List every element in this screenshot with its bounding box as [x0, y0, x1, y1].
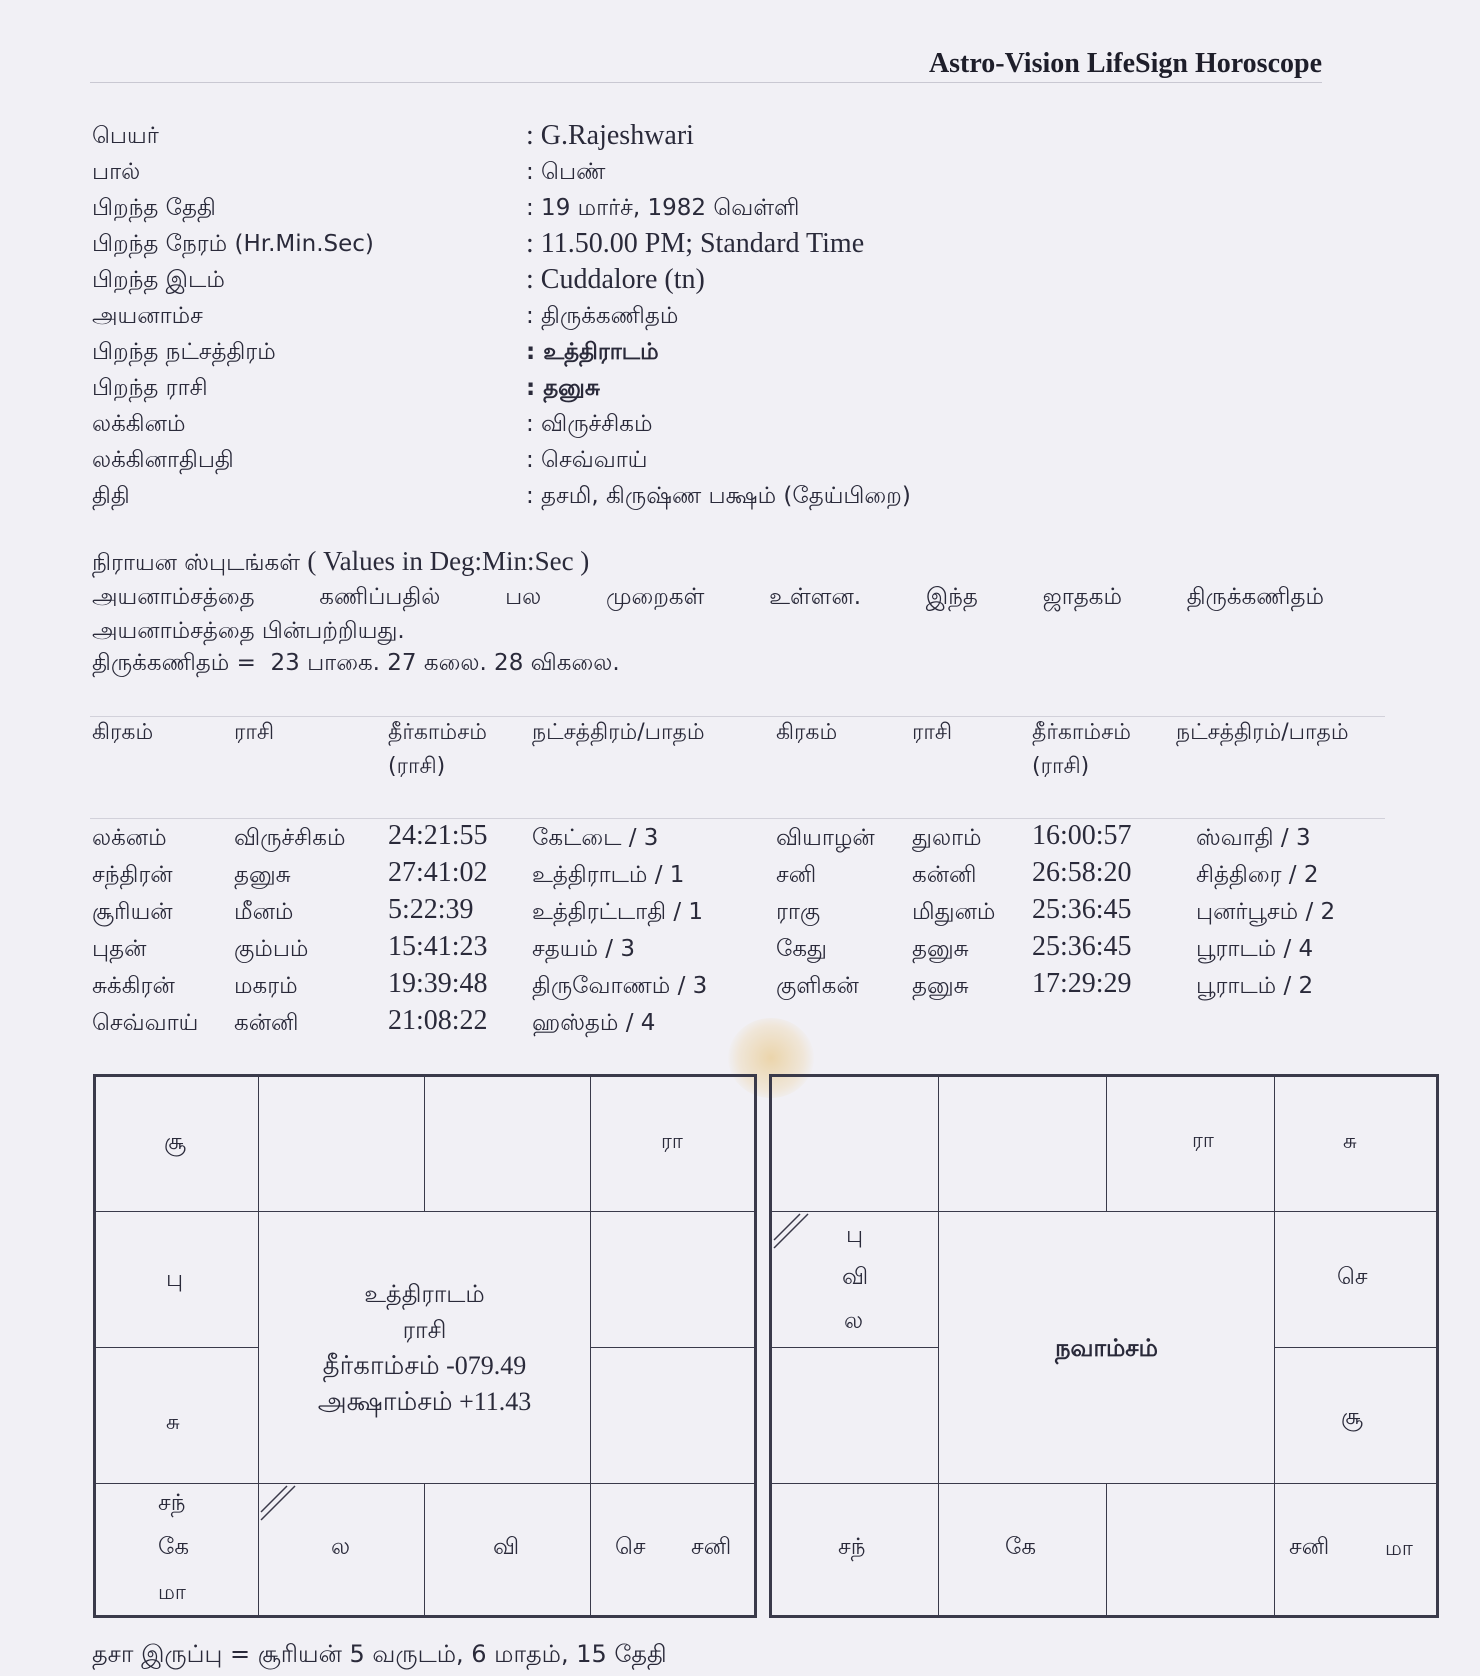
rasi-cell-mesham: [258, 1076, 425, 1212]
nirayana-heading-units: ( Values in Deg:Min:Sec ): [307, 546, 590, 576]
rasi-center-title: ராசி: [402, 1315, 447, 1344]
detail-value: : உத்திராடம்: [526, 339, 659, 365]
planet-name: புதன்: [92, 936, 147, 962]
planet-star: சித்திரை / 2: [1196, 862, 1319, 888]
planet-abbr: செ: [615, 1534, 646, 1560]
navamsa-cell-meenam: [771, 1076, 939, 1212]
planet-abbr: மா: [158, 1580, 186, 1604]
planet-name: ராகு: [776, 899, 821, 925]
table-header-rule: [90, 818, 1385, 819]
planet-name: கேது: [776, 936, 827, 962]
header-divider: [90, 82, 1322, 83]
planet-star: சதயம் / 3: [532, 936, 635, 962]
navamsa-cell-thulam-empty: [1106, 1483, 1275, 1616]
planet-degree: 21:08:22: [388, 1005, 488, 1036]
col-degree-sub-right: (ராசி): [1032, 754, 1090, 779]
detail-label: லக்கினம்: [92, 411, 186, 437]
planet-degree: 26:58:20: [1032, 857, 1132, 888]
planet-abbr: பு: [846, 1222, 864, 1248]
planet-star: கேட்டை / 3: [532, 825, 659, 851]
planet-name: சந்திரன்: [92, 862, 173, 888]
col-rasi-left: ராசி: [234, 720, 275, 745]
planet-rasi: தனுசு: [234, 862, 291, 888]
planet-abbr: கே: [158, 1534, 190, 1560]
planet-abbr: மா: [1385, 1536, 1413, 1560]
detail-value: : விருச்சிகம்: [526, 411, 653, 437]
navamsa-cell-dhanus: [771, 1483, 939, 1616]
detail-label: பிறந்த இடம்: [92, 267, 225, 293]
planet-rasi: தனுசு: [912, 936, 969, 962]
rasi-cell-makaram: [95, 1347, 259, 1484]
detail-label: பால்: [92, 159, 141, 185]
planet-star: உத்திரட்டாதி / 1: [532, 899, 704, 925]
planet-abbr: சந்: [838, 1534, 866, 1560]
rasi-cell-meenam: [95, 1076, 259, 1212]
planet-abbr: ல: [844, 1308, 864, 1334]
planet-rasi: மகரம்: [234, 973, 298, 999]
planet-abbr: பு: [166, 1266, 184, 1292]
detail-value: : 11.50.00 PM; Standard Time: [526, 228, 865, 259]
planet-abbr: சு: [166, 1410, 180, 1434]
navamsa-cell-kumbam: [771, 1211, 939, 1348]
planet-abbr: வி: [493, 1534, 520, 1560]
planet-name: சுக்கிரன்: [92, 973, 175, 999]
planet-rasi: தனுசு: [912, 973, 969, 999]
planet-degree: 19:39:48: [388, 968, 488, 999]
detail-value: : 19 மார்ச், 1982 வெள்ளி: [526, 195, 800, 221]
planet-degree: 25:36:45: [1032, 931, 1132, 962]
detail-label: பிறந்த நட்சத்திரம்: [92, 339, 276, 365]
rasi-cell-dhanus: [95, 1483, 259, 1616]
rasi-cell-vrischikam: [258, 1483, 425, 1616]
planet-abbr: சனி: [1289, 1534, 1330, 1560]
ayanamsa-note-line1: அயனாம்சத்தை கணிப்பதில் பல முறைகள் உள்ளன. இந்த ஜாதகம் திருக்கணிதம்: [92, 584, 1324, 610]
col-rasi-right: ராசி: [912, 720, 953, 745]
navamsa-cell-makaram: [771, 1347, 939, 1484]
col-graham-left: கிரகம்: [92, 720, 154, 745]
rasi-cell-kadagam: [590, 1211, 755, 1348]
lagna-marker-icon: [772, 1212, 812, 1252]
navamsa-cell-kadagam: [1274, 1211, 1437, 1348]
detail-label: பிறந்த தேதி: [92, 195, 216, 221]
detail-value: : G.Rajeshwari: [526, 120, 694, 151]
planet-abbr: வி: [842, 1264, 869, 1290]
navamsa-cell-thulam: [1274, 1483, 1437, 1616]
col-star-right: நட்சத்திரம்/பாதம்: [1176, 720, 1349, 745]
ayanamsa-value: திருக்கணிதம் = 23 பாகை. 27 கலை. 28 விகலை.: [92, 650, 620, 676]
planet-abbr: சந்: [158, 1490, 186, 1516]
planet-degree: 17:29:29: [1032, 968, 1132, 999]
col-degree-right: தீர்காம்சம்: [1032, 720, 1131, 745]
detail-label: திதி: [92, 483, 130, 509]
detail-value: : திருக்கணிதம்: [526, 303, 679, 329]
col-degree-left: தீர்காம்சம்: [388, 720, 487, 745]
planet-degree: 27:41:02: [388, 857, 488, 888]
planet-star: புனர்பூசம் / 2: [1196, 899, 1336, 925]
planet-rasi: விருச்சிகம்: [234, 825, 346, 851]
planet-star: பூராடம் / 2: [1196, 973, 1314, 999]
rasi-cell-kumbam: [95, 1211, 259, 1348]
rasi-cell-thulam: [424, 1483, 591, 1616]
dasa-balance: தசா இருப்பு = சூரியன் 5 வருடம், 6 மாதம், 15 தேதி: [92, 1640, 667, 1668]
planet-name: சனி: [776, 862, 817, 888]
rasi-chart-center: [259, 1212, 590, 1483]
navamsa-center-title: நவாம்சம்: [1055, 1333, 1158, 1362]
planet-abbr: ரா: [1192, 1128, 1214, 1152]
planet-rasi: துலாம்: [912, 825, 982, 851]
planet-abbr: சனி: [691, 1534, 732, 1560]
rasi-chart: [93, 1074, 757, 1618]
planet-rasi: கன்னி: [912, 862, 977, 888]
navamsa-chart: [769, 1074, 1439, 1618]
planet-star: ஹஸ்தம் / 4: [532, 1010, 656, 1036]
planet-star: ஸ்வாதி / 3: [1196, 825, 1311, 851]
rasi-center-star: உத்திராடம்: [364, 1279, 485, 1308]
planet-abbr: சூ: [164, 1129, 187, 1155]
nirayana-heading: [92, 546, 589, 579]
navamsa-cell-mesham: [938, 1076, 1107, 1212]
detail-label: அயனாம்ச: [92, 303, 203, 329]
navamsa-cell-simham: [1274, 1347, 1437, 1484]
planet-abbr: ரா: [661, 1129, 683, 1153]
navamsa-chart-center: [939, 1212, 1274, 1483]
rasi-cell-simham: [590, 1347, 755, 1484]
navamsa-cell-mithunam: [1274, 1076, 1437, 1212]
rasi-center-latitude: அக்ஷாம்சம் +11.43: [317, 1386, 532, 1416]
detail-label: பெயர்: [92, 123, 159, 149]
rasi-cell-rishabam: [424, 1076, 591, 1212]
detail-value: : தசமி, கிருஷ்ண பக்ஷம் (தேய்பிறை): [526, 483, 911, 509]
planet-rasi: மிதுனம்: [912, 899, 996, 925]
detail-label: பிறந்த ராசி: [92, 375, 208, 401]
col-degree-sub-left: (ராசி): [388, 754, 446, 779]
rasi-center-longitude: தீர்காம்சம் -079.49: [322, 1350, 527, 1380]
detail-value: : Cuddalore (tn): [526, 264, 705, 295]
planet-degree: 5:22:39: [388, 894, 474, 925]
col-star-left: நட்சத்திரம்/பாதம்: [532, 720, 705, 745]
planet-abbr: செ: [1337, 1264, 1368, 1290]
planet-name: குளிகன்: [776, 973, 859, 999]
document-title: Astro-Vision LifeSign Horoscope: [928, 48, 1322, 79]
planet-star: பூராடம் / 4: [1196, 936, 1314, 962]
planet-rasi: கும்பம்: [234, 936, 309, 962]
planet-star: உத்திராடம் / 1: [532, 862, 685, 888]
nirayana-heading-tamil: நிராயன ஸ்புடங்கள்: [92, 550, 301, 576]
detail-value: : தனுசு: [526, 375, 600, 401]
planet-name: வியாழன்: [776, 825, 875, 851]
planet-rasi: மீனம்: [234, 899, 294, 925]
ayanamsa-note-line2: அயனாம்சத்தை பின்பற்றியது.: [92, 618, 405, 644]
planet-name: சூரியன்: [92, 899, 173, 925]
rasi-cell-mithunam: [590, 1076, 755, 1212]
planet-star: திருவோணம் / 3: [532, 973, 708, 999]
rasi-cell-kanni: [590, 1483, 755, 1616]
planet-abbr: ல: [331, 1534, 351, 1560]
planet-degree: 16:00:57: [1032, 820, 1132, 851]
detail-value: : செவ்வாய்: [526, 447, 648, 473]
detail-label: பிறந்த நேரம் (Hr.Min.Sec): [92, 231, 374, 257]
planet-name: செவ்வாய்: [92, 1010, 199, 1036]
lagna-marker-icon: [259, 1484, 299, 1524]
planet-degree: 15:41:23: [388, 931, 488, 962]
col-graham-right: கிரகம்: [776, 720, 838, 745]
detail-value: : பெண்: [526, 159, 606, 185]
planet-abbr: சூ: [1341, 1404, 1364, 1430]
planet-name: லக்னம்: [92, 825, 167, 851]
planet-rasi: கன்னி: [234, 1010, 299, 1036]
planet-degree: 25:36:45: [1032, 894, 1132, 925]
planet-degree: 24:21:55: [388, 820, 488, 851]
navamsa-cell-vrischikam: [938, 1483, 1107, 1616]
planet-abbr: கே: [1005, 1534, 1037, 1560]
navamsa-label-holder: [1106, 1076, 1275, 1212]
planet-abbr: சு: [1343, 1129, 1357, 1153]
detail-label: லக்கினாதிபதி: [92, 447, 234, 473]
